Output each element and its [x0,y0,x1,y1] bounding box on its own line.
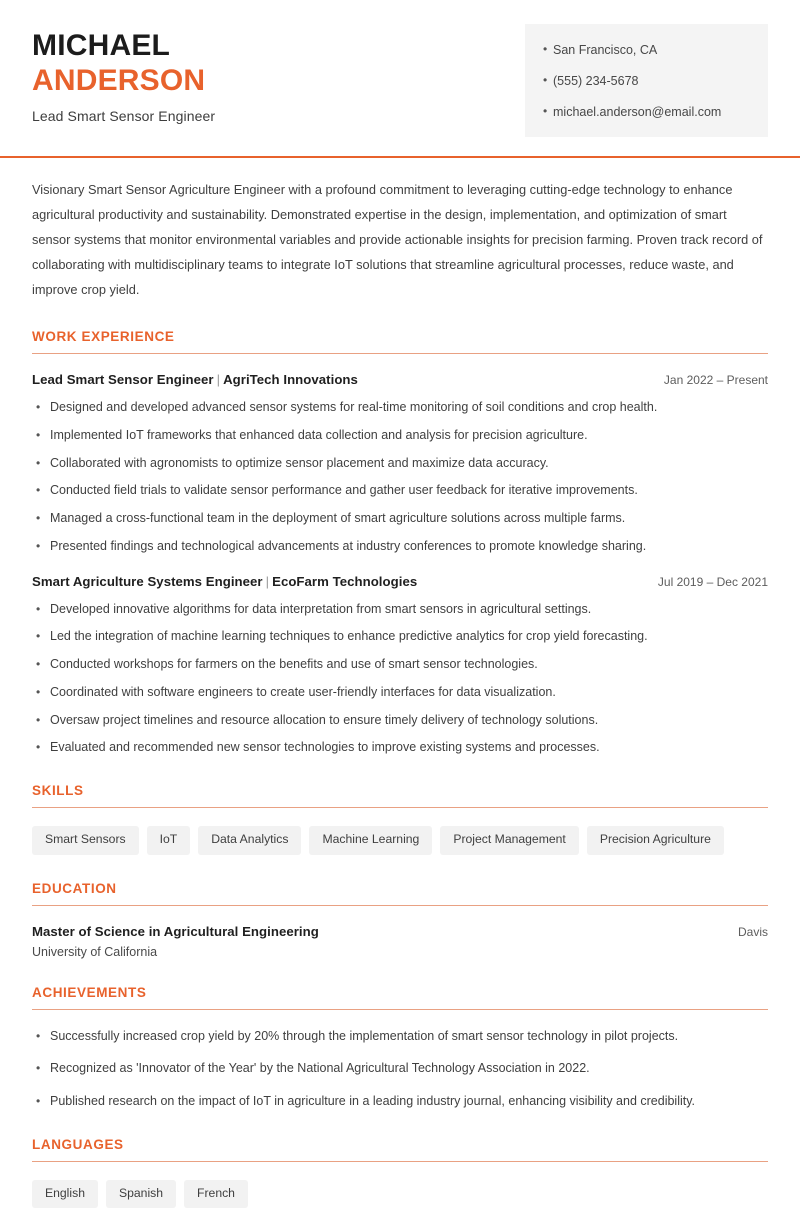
skill-chip: Project Management [440,826,578,854]
section-achievements [32,985,768,1111]
education-institution: University of California [32,944,158,959]
list-item [32,1027,768,1046]
work-dates: Jan 2022 – Present [663,373,768,388]
list-item [32,454,768,473]
section-title-education: EDUCATION [32,880,117,896]
contact-item-location [543,41,750,59]
bullet-icon: • [36,1094,41,1109]
bullet-text: Presented findings and technological advancements at industry conferences to promote knowledge sharing. [50,538,647,553]
list-item [32,711,768,730]
list-item [32,426,768,445]
section-divider [32,1009,768,1010]
section-divider [32,353,768,354]
contact-item-email[interactable] [543,103,750,121]
bullet-icon: • [36,1061,41,1076]
education-entry-header [32,924,768,939]
list-item [32,655,768,674]
bullet-text: Oversaw project timelines and resource allocation to ensure timely delivery of technology solutions. [50,712,599,727]
bullet-text: Recognized as 'Innovator of the Year' by the National Agricultural Technology Association in 2022. [50,1061,590,1076]
work-entry-header [32,372,768,387]
list-item [32,398,768,417]
skill-chip: Smart Sensors [32,826,139,854]
first-name: MICHAEL [32,29,171,62]
list-item [32,537,768,556]
contact-email-text[interactable]: michael.anderson@email.com [553,105,722,120]
list-item [32,509,768,528]
education-location: Davis [737,924,768,939]
section-divider [32,807,768,808]
list-item [32,1092,768,1111]
skills-chip-list [32,826,768,854]
bullet-icon: • [36,1028,41,1043]
bullet-text: Conducted field trials to validate sensor performance and gather user feedback for iterative improvements. [50,483,638,498]
bullet-icon: • [36,712,41,727]
bullet-text: Developed innovative algorithms for data interpretation from smart sensors in agricultural settings. [50,601,592,616]
work-bullet-list [32,600,768,758]
bullet-text: Collaborated with agronomists to optimize sensor placement and maximize data accuracy. [50,455,549,470]
bullet-text: Implemented IoT frameworks that enhanced data collection and analysis for precision agriculture. [50,427,588,442]
language-chip: English [32,1180,98,1208]
work-bullet-list [32,398,768,556]
section-title-achievements: ACHIEVEMENTS [32,984,147,1000]
section-divider [32,905,768,906]
bullet-icon: • [543,73,548,88]
work-entry [32,372,768,556]
list-item [32,738,768,757]
bullet-text: Conducted workshops for farmers on the benefits and use of smart sensor technologies. [50,657,538,672]
bullet-icon: • [543,42,548,56]
work-company: EcoFarm Technologies [272,573,418,589]
list-item [32,683,768,702]
list-item [32,600,768,619]
work-company: AgriTech Innovations [223,372,358,388]
bullet-icon: • [36,601,41,616]
bullet-text: Successfully increased crop yield by 20% through the implementation of smart sensor technology in pilot projects. [50,1028,679,1043]
section-work-experience [32,329,768,757]
name-first-line [32,28,215,63]
achievements-bullet-list [32,1027,768,1111]
bullet-icon: • [36,400,41,415]
identity-block [32,22,215,124]
languages-chip-list [32,1180,768,1208]
bullet-icon: • [543,104,548,119]
section-title-languages: LANGUAGES [32,1136,124,1152]
list-item [32,1059,768,1078]
education-degree: Master of Science in Agricultural Engineering [32,923,319,939]
resume-body [0,158,800,1208]
bullet-text: Led the integration of machine learning techniques to enhance predictive analytics for crop yield forecasting. [50,629,648,644]
job-title: Lead Smart Sensor Engineer [32,107,216,124]
last-name: ANDERSON [32,64,206,98]
professional-summary: Visionary Smart Sensor Agriculture Engineer with a profound commitment to leveraging cutting-edge technology to enhance agricultural productivity and sustainability. Demonstrated expertise in the design, implementation, and optimization of smart sensor systems that monitor environmental variables and provide actionable insights for precision farming. Proven track record of collaborating with multidisciplinary teams to integrate IoT solutions that streamline agricultural processes, reduce waste, and improve crop yield. [32,182,763,298]
section-skills [32,783,768,854]
bullet-text: Evaluated and recommended new sensor technologies to improve existing systems and processes. [50,740,600,755]
bullet-icon: • [36,629,41,644]
bullet-icon: • [36,657,41,672]
bullet-text: Published research on the impact of IoT in agriculture in a leading industry journal, enhancing visibility and credibility. [50,1094,696,1109]
section-title-work-experience: WORK EXPERIENCE [32,329,175,345]
contact-location-text: San Francisco, CA [553,43,658,57]
education-entry [32,924,768,959]
work-entry-title [32,372,358,387]
bullet-icon: • [36,684,41,699]
bullet-icon: • [36,483,41,498]
skill-chip: IoT [147,826,191,854]
work-entry [32,574,768,758]
section-education [32,881,768,959]
title-separator: | [216,372,221,388]
skill-chip: Precision Agriculture [587,826,724,854]
bullet-icon: • [36,511,41,526]
bullet-text: Designed and developed advanced sensor systems for real-time monitoring of soil conditions and crop health. [50,400,658,415]
section-title-skills: SKILLS [32,783,84,799]
list-item [32,481,768,500]
work-entry-title [32,574,417,589]
bullet-icon: • [36,427,41,442]
section-divider [32,1161,768,1162]
language-chip: French [184,1180,248,1208]
contact-box [525,24,768,137]
work-role: Smart Agriculture Systems Engineer [32,573,263,589]
skill-chip: Machine Learning [309,826,432,854]
name-last-line [32,63,215,98]
contact-item-phone[interactable] [543,72,750,90]
contact-phone-text[interactable]: (555) 234-5678 [553,74,639,89]
bullet-icon: • [36,455,41,470]
section-languages [32,1137,768,1208]
bullet-icon: • [36,740,41,755]
list-item [32,627,768,646]
bullet-icon: • [36,538,41,553]
work-entry-header [32,574,768,589]
resume-header [0,0,800,137]
bullet-text: Coordinated with software engineers to create user-friendly interfaces for data visualization. [50,684,556,699]
title-separator: | [265,573,270,589]
language-chip: Spanish [106,1180,176,1208]
work-dates: Jul 2019 – Dec 2021 [657,574,768,589]
bullet-text: Managed a cross-functional team in the deployment of smart agriculture solutions across multiple farms. [50,511,626,526]
skill-chip: Data Analytics [198,826,301,854]
work-role: Lead Smart Sensor Engineer [32,372,214,388]
